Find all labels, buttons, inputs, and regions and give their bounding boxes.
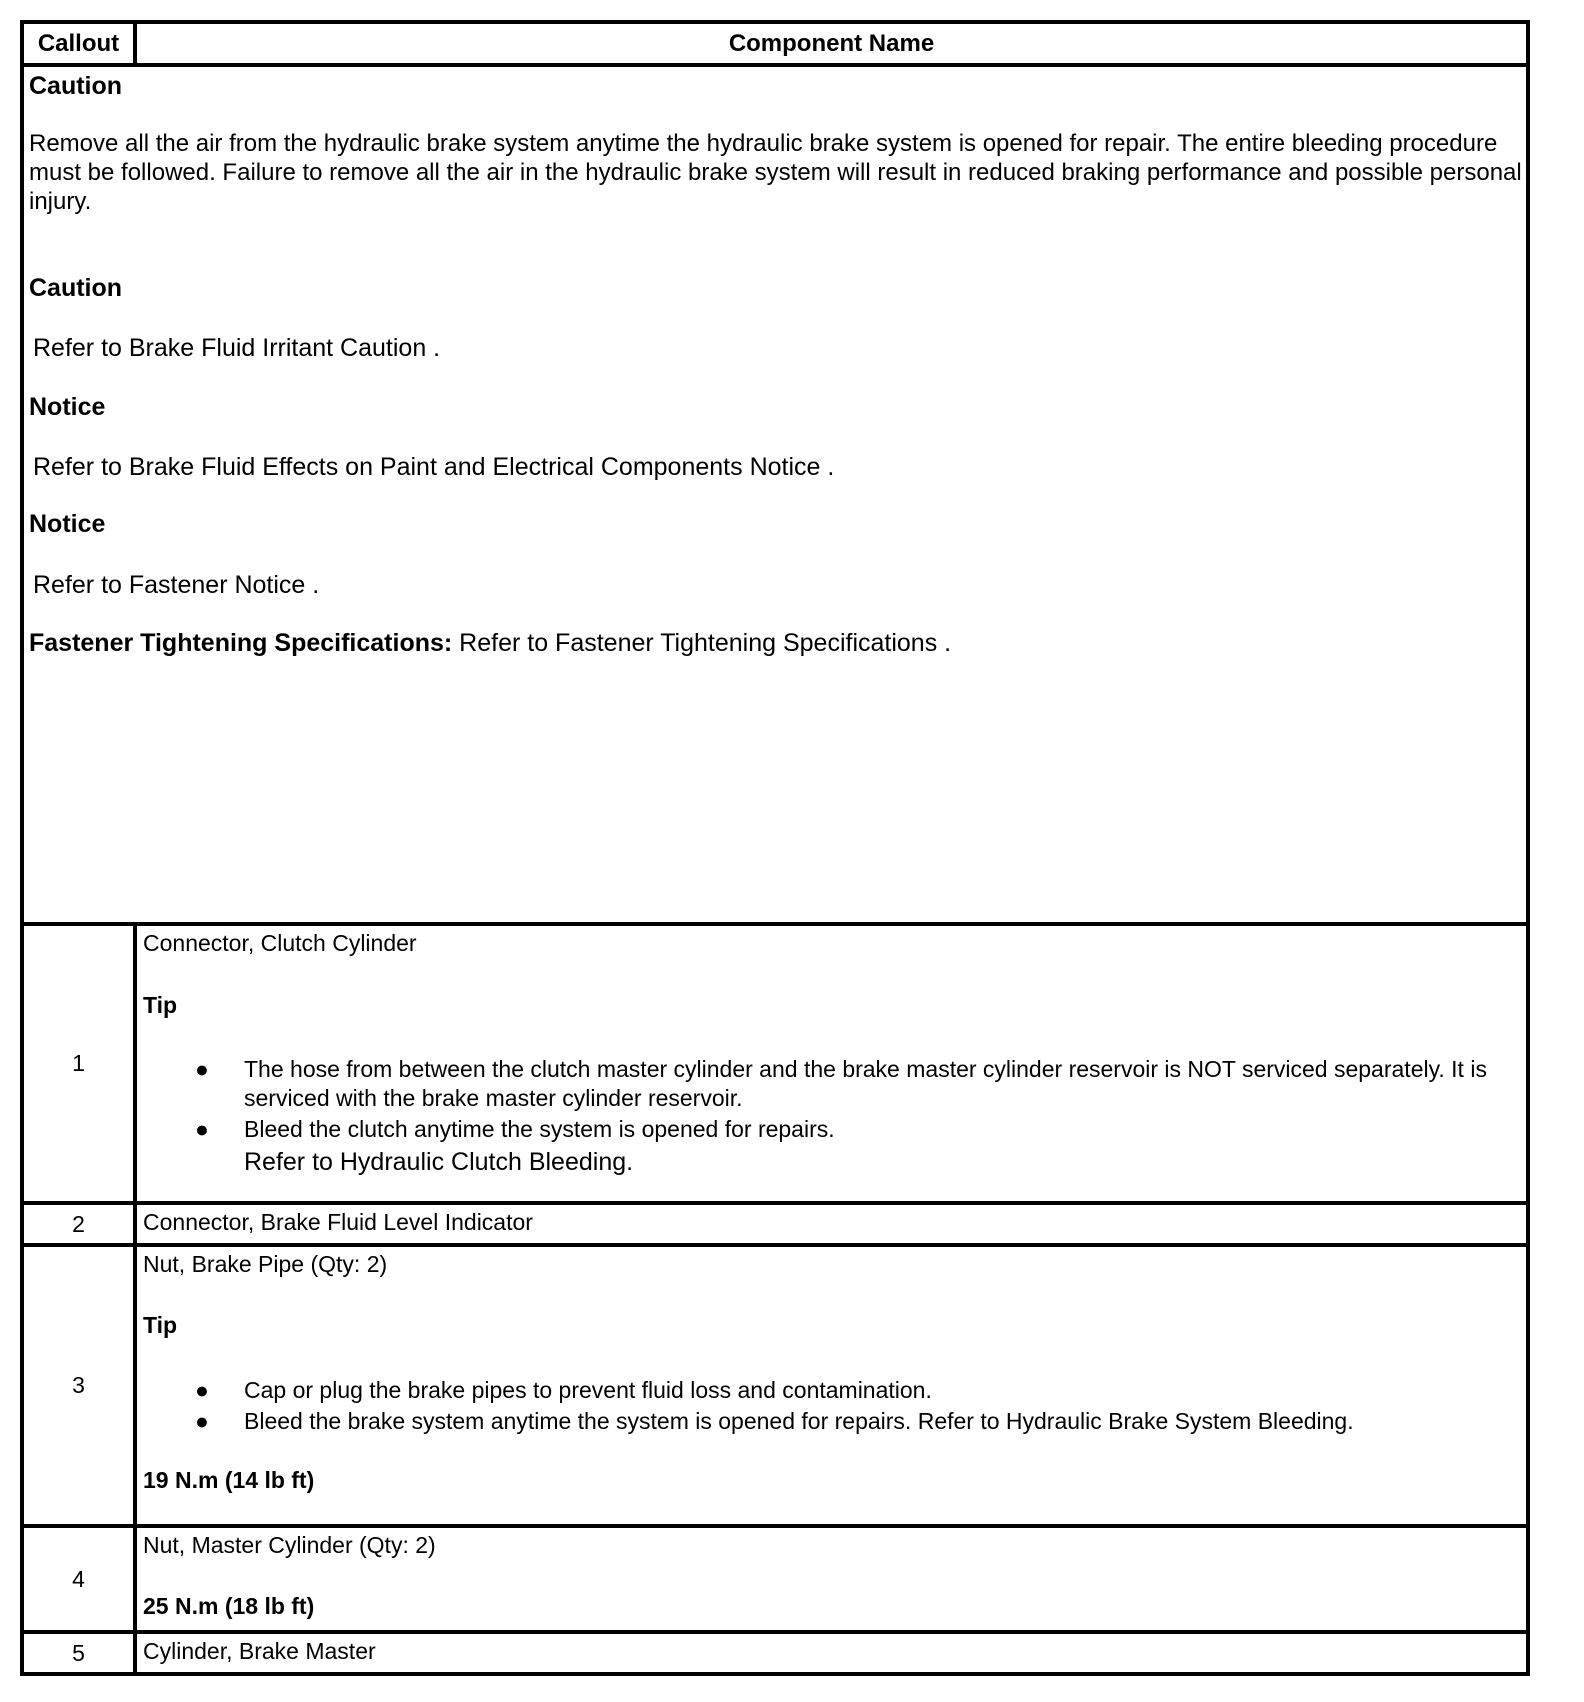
tip-label: Tip bbox=[143, 991, 178, 1018]
caution-text: Refer to Brake Fluid Irritant Caution . bbox=[33, 334, 441, 362]
clutch-bleeding-reference: Refer to Hydraulic Clutch Bleeding. bbox=[244, 1148, 634, 1177]
caution-text: Remove all the air from the hydraulic brake system anytime the hydraulic brake system is opened for repair. The entire bleeding procedure must be followed. Failure to remove all the air in the hydraulic brake system will result in reduced braking performance and possible personal injury. bbox=[29, 130, 1522, 215]
callout-number: 1 bbox=[24, 926, 137, 1205]
torque-spec: 19 N.m (14 lb ft) bbox=[143, 1467, 315, 1494]
notice-heading: Notice bbox=[29, 510, 106, 538]
component-name: Connector, Clutch Cylinder bbox=[143, 930, 417, 956]
list-item bbox=[143, 1376, 1526, 1405]
notice-text: Refer to Fastener Notice . bbox=[33, 571, 320, 599]
component-table bbox=[20, 20, 1530, 1676]
list-item-text: Bleed the clutch anytime the system is opened for repairs. bbox=[244, 1116, 835, 1143]
callout-number: 3 bbox=[24, 1247, 137, 1528]
bullet-icon: ● bbox=[195, 1408, 209, 1435]
tip-list bbox=[143, 1055, 1526, 1144]
fastener-spec-text: Refer to Fastener Tightening Specifications . bbox=[459, 629, 952, 657]
bullet-icon: ● bbox=[195, 1056, 209, 1083]
tip-label: Tip bbox=[143, 1311, 178, 1338]
caution-heading: Caution bbox=[29, 274, 123, 302]
torque-spec: 25 N.m (18 lb ft) bbox=[143, 1592, 315, 1619]
component-name: Connector, Brake Fluid Level Indicator bbox=[143, 1209, 533, 1235]
component-cell bbox=[137, 1205, 1526, 1247]
notice-heading: Notice bbox=[29, 393, 106, 421]
component-cell bbox=[137, 1634, 1526, 1672]
notice-text: Refer to Brake Fluid Effects on Paint and Electrical Components Notice . bbox=[33, 453, 835, 481]
component-cell bbox=[137, 1247, 1526, 1528]
fastener-spec-line bbox=[29, 628, 1526, 658]
bullet-icon: ● bbox=[195, 1377, 209, 1404]
list-item bbox=[143, 1055, 1526, 1113]
list-item bbox=[143, 1407, 1526, 1436]
component-name: Nut, Brake Pipe (Qty: 2) bbox=[143, 1251, 388, 1277]
list-item bbox=[143, 1115, 1526, 1144]
component-name-header: Component Name bbox=[137, 24, 1526, 67]
callout-header: Callout bbox=[24, 24, 137, 67]
component-name: Cylinder, Brake Master bbox=[143, 1638, 376, 1664]
tip-list bbox=[143, 1376, 1526, 1436]
list-item-text: Bleed the brake system anytime the system is opened for repairs. Refer to Hydraulic Brake System Bleeding. bbox=[244, 1408, 1354, 1435]
callout-number: 2 bbox=[24, 1205, 137, 1247]
component-cell bbox=[137, 926, 1526, 1205]
list-item-text: The hose from between the clutch master cylinder and the brake master cylinder reservoir is NOT serviced separately. It is serviced with the brake master cylinder reservoir. bbox=[244, 1056, 1487, 1112]
caution-heading: Caution bbox=[29, 72, 123, 100]
callout-number: 4 bbox=[24, 1528, 137, 1634]
bullet-icon: ● bbox=[195, 1116, 209, 1143]
component-name: Nut, Master Cylinder (Qty: 2) bbox=[143, 1532, 436, 1558]
notes-section bbox=[24, 67, 1526, 926]
callout-number: 5 bbox=[24, 1634, 137, 1672]
fastener-spec-label: Fastener Tightening Specifications: bbox=[29, 629, 453, 657]
list-item-text: Cap or plug the brake pipes to prevent fluid loss and contamination. bbox=[244, 1377, 932, 1404]
component-cell bbox=[137, 1528, 1526, 1634]
